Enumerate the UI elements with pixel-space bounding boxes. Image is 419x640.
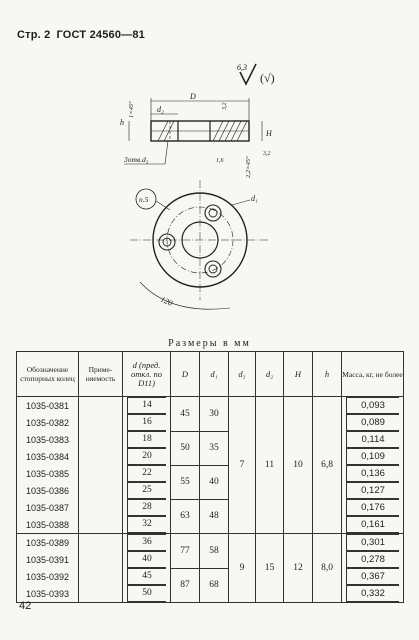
chamfer-right: 2,2×45°	[245, 156, 252, 178]
row-mass-value: 0,332	[346, 585, 399, 602]
row-d-value: 45	[127, 568, 166, 585]
cell-d3: 9	[229, 534, 256, 603]
row-d	[123, 568, 171, 585]
row-mass-value: 0,301	[346, 534, 399, 551]
row-mass-value: 0,161	[346, 516, 399, 533]
table-row	[17, 499, 404, 516]
dim-H: H	[266, 129, 272, 138]
row-d	[123, 397, 171, 415]
row-mass	[342, 448, 404, 465]
row-d-value: 36	[127, 534, 166, 551]
cell-D: 87	[171, 568, 200, 603]
row-code: 1035-0392	[17, 568, 79, 585]
row-code: 1035-0385	[17, 465, 79, 482]
cell-d1: 48	[200, 499, 229, 534]
technical-drawing	[0, 50, 419, 340]
roughness-32a: 3,2	[222, 102, 228, 110]
row-mass-value: 0,127	[346, 482, 399, 499]
row-code: 1035-0384	[17, 448, 79, 465]
cell-d3: 7	[229, 397, 256, 534]
row-mass	[342, 431, 404, 448]
row-d	[123, 448, 171, 465]
row-applicability	[79, 414, 123, 431]
row-mass-value: 0,109	[346, 448, 399, 465]
row-d	[123, 585, 171, 603]
header-d: d (пред. откл. по D11)	[123, 352, 171, 397]
row-code: 1035-0387	[17, 499, 79, 516]
row-mass	[342, 534, 404, 552]
cell-d1: 68	[200, 568, 229, 603]
page-number: 42	[19, 600, 32, 612]
row-mass	[342, 499, 404, 516]
dim-d1: d₁	[251, 194, 258, 203]
row-applicability	[79, 516, 123, 534]
row-d	[123, 482, 171, 499]
row-d	[123, 431, 171, 448]
row-code: 1035-0389	[17, 534, 79, 552]
page-label: Стр. 2	[17, 29, 51, 41]
row-code: 1035-0391	[17, 551, 79, 568]
cell-h: 6,8	[313, 397, 342, 534]
row-mass-value: 0,114	[346, 431, 399, 448]
standard-number: ГОСТ 24560—81	[56, 29, 146, 41]
row-mass	[342, 585, 404, 603]
cell-D: 63	[171, 499, 200, 534]
row-d-value: 20	[127, 448, 166, 465]
row-d-value: 28	[127, 499, 166, 516]
row-d-value: 18	[127, 431, 166, 448]
roughness-32b: 3,2	[263, 151, 271, 157]
header-d3: d₃	[229, 352, 256, 397]
note-label: п.5	[139, 195, 149, 204]
table-header-row	[17, 352, 404, 397]
row-code: 1035-0386	[17, 482, 79, 499]
row-d	[123, 499, 171, 516]
cell-d2: 15	[256, 534, 284, 603]
row-d-value: 22	[127, 465, 166, 482]
header-designation: Обозначение стопорных колец	[17, 352, 79, 397]
cell-D: 45	[171, 397, 200, 432]
roughness-value: 6,3	[237, 63, 247, 72]
dimensions-table	[16, 351, 404, 603]
row-mass-value: 0,278	[346, 551, 399, 568]
cell-h: 8,0	[313, 534, 342, 603]
angle-label: 120	[159, 294, 174, 308]
table-row	[17, 465, 404, 482]
row-applicability	[79, 568, 123, 585]
table-row	[17, 568, 404, 585]
header-d1: d₁	[200, 352, 229, 397]
row-mass	[342, 397, 404, 415]
row-applicability	[79, 431, 123, 448]
cell-d1: 58	[200, 534, 229, 569]
row-d	[123, 534, 171, 552]
row-d	[123, 465, 171, 482]
table-title: Размеры в мм	[168, 338, 251, 349]
row-d-value: 16	[127, 414, 166, 431]
row-mass-value: 0,089	[346, 414, 399, 431]
row-applicability	[79, 585, 123, 603]
header-mass: Масса, кг, не более	[342, 352, 404, 397]
row-mass	[342, 551, 404, 568]
row-d-value: 40	[127, 551, 166, 568]
row-applicability	[79, 448, 123, 465]
cell-D: 55	[171, 465, 200, 499]
row-d-value: 25	[127, 482, 166, 499]
table-row	[17, 431, 404, 448]
dim-D: D	[190, 92, 196, 101]
row-code: 1035-0381	[17, 397, 79, 415]
row-mass	[342, 568, 404, 585]
row-code: 1035-0388	[17, 516, 79, 534]
row-mass	[342, 516, 404, 534]
row-d-value: 14	[127, 397, 166, 414]
header-h: h	[313, 352, 342, 397]
row-mass	[342, 414, 404, 431]
cell-D: 50	[171, 431, 200, 465]
row-d-value: 32	[127, 516, 166, 533]
dim-h: h	[120, 118, 124, 127]
row-d	[123, 551, 171, 568]
row-mass-value: 0,367	[346, 568, 399, 585]
header-D: D	[171, 352, 200, 397]
row-d	[123, 414, 171, 431]
row-applicability	[79, 551, 123, 568]
row-applicability	[79, 482, 123, 499]
row-mass-value: 0,176	[346, 499, 399, 516]
header-applicability: Приме- няемость	[79, 352, 123, 397]
header-d2: d₂	[256, 352, 284, 397]
row-applicability	[79, 465, 123, 482]
row-code: 1035-0393	[17, 585, 79, 603]
row-applicability	[79, 397, 123, 415]
header-H: H	[284, 352, 313, 397]
chamfer-top: 1×45°	[128, 101, 135, 118]
cell-H: 12	[284, 534, 313, 603]
cell-d1: 35	[200, 431, 229, 465]
cell-d1: 30	[200, 397, 229, 432]
cell-d2: 11	[256, 397, 284, 534]
row-applicability	[79, 534, 123, 552]
row-d-value: 50	[127, 585, 166, 602]
cell-H: 10	[284, 397, 313, 534]
page-header	[17, 29, 145, 41]
table-row	[17, 534, 404, 552]
row-code: 1035-0383	[17, 431, 79, 448]
row-mass	[342, 482, 404, 499]
cell-d1: 40	[200, 465, 229, 499]
row-mass-value: 0,136	[346, 465, 399, 482]
dim-d2: d₂	[157, 105, 164, 114]
roughness-other: (√)	[260, 71, 275, 85]
table-row	[17, 397, 404, 415]
row-applicability	[79, 499, 123, 516]
roughness-16: 1,6	[216, 158, 224, 164]
cell-D: 77	[171, 534, 200, 569]
row-mass	[342, 465, 404, 482]
row-mass-value: 0,093	[346, 397, 399, 414]
holes-label: 3отв.d₃	[124, 155, 149, 164]
row-code: 1035-0382	[17, 414, 79, 431]
row-d	[123, 516, 171, 534]
